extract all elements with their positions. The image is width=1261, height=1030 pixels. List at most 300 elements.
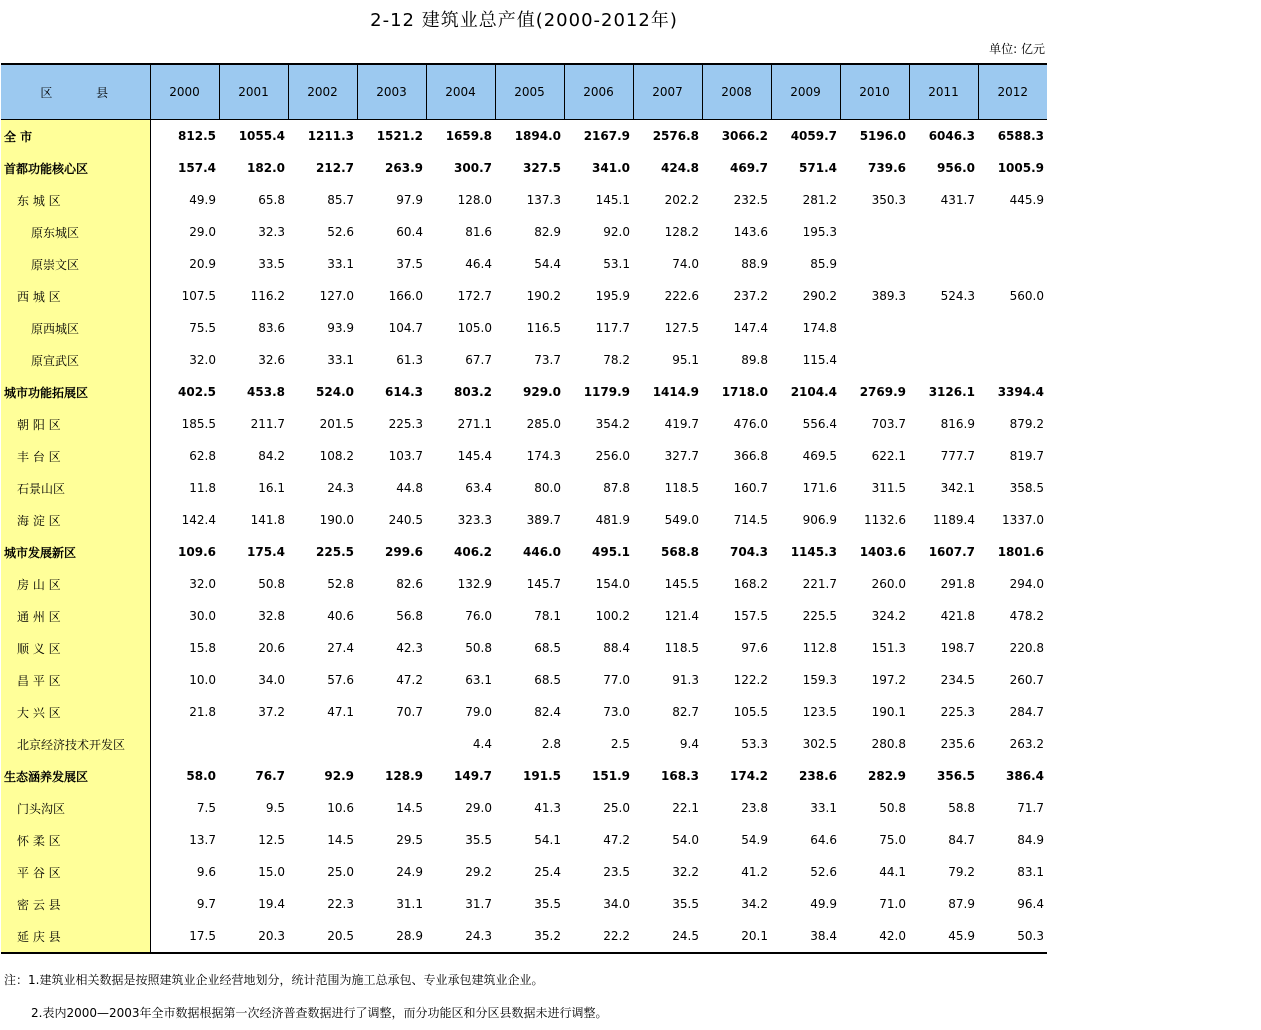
value-cell: 197.2 [871,673,906,687]
value-cell: 78.1 [534,609,561,623]
region-name: 东 城 区 [1,184,150,216]
value-cell: 76.0 [465,609,492,623]
table-row [1,856,1047,888]
header-year: 2007 [633,64,702,120]
value-cell: 211.7 [250,417,285,431]
page-title: 2-12 建筑业总产值(2000-2012年) [370,10,678,31]
header-region: 区 县 [1,64,150,120]
value-cell: 366.8 [733,449,768,463]
value-cell: 65.8 [258,193,285,207]
value-cell: 356.5 [937,769,975,783]
value-cell: 2.8 [541,737,561,751]
value-cell: 714.5 [733,513,768,527]
table-row [1,600,1047,632]
value-cell: 556.4 [802,417,837,431]
value-cell: 25.0 [603,801,630,815]
value-cell: 299.6 [385,545,423,559]
value-cell: 85.7 [327,193,354,207]
value-cell: 284.7 [1009,705,1044,719]
value-cell: 195.9 [595,289,630,303]
value-cell: 41.3 [534,801,561,815]
value-cell: 68.5 [534,641,561,655]
value-cell: 280.8 [871,737,906,751]
table-row [1,344,1047,376]
value-cell: 118.5 [664,481,699,495]
value-cell: 421.8 [940,609,975,623]
value-cell: 25.4 [534,865,561,879]
value-cell: 37.2 [258,705,285,719]
value-cell: 79.2 [948,865,975,879]
value-cell: 154.0 [595,577,630,591]
value-cell: 85.9 [810,257,837,271]
table-row [1,920,1047,953]
value-cell: 34.2 [741,897,768,911]
value-cell: 68.5 [534,673,561,687]
value-cell: 10.0 [189,673,216,687]
value-cell: 123.5 [802,705,837,719]
region-name: 怀 柔 区 [1,824,150,856]
region-name: 原东城区 [1,216,150,248]
value-cell: 15.0 [258,865,285,879]
value-cell: 1179.9 [583,385,630,399]
value-cell: 232.5 [733,193,768,207]
value-cell: 23.5 [603,865,630,879]
table-row [1,728,1047,760]
value-cell: 1005.9 [997,161,1044,175]
header-year: 2012 [978,64,1047,120]
value-cell: 324.2 [871,609,906,623]
value-cell: 27.4 [327,641,354,655]
header-year: 2002 [288,64,357,120]
value-cell: 52.6 [810,865,837,879]
value-cell: 49.9 [810,897,837,911]
value-cell: 44.1 [879,865,906,879]
value-cell: 63.4 [465,481,492,495]
value-cell [150,728,219,760]
value-cell: 166.0 [388,289,423,303]
region-name: 生态涵养发展区 [1,760,150,792]
value-cell: 24.9 [396,865,423,879]
value-cell [909,312,978,344]
value-cell: 20.3 [219,920,288,953]
value-cell: 147.4 [733,321,768,335]
value-cell: 73.0 [603,705,630,719]
value-cell: 311.5 [871,481,906,495]
value-cell [978,216,1047,248]
table-row [1,152,1047,184]
value-cell: 70.7 [396,705,423,719]
value-cell: 469.5 [802,449,837,463]
value-cell: 168.3 [661,769,699,783]
value-cell: 812.5 [178,129,216,143]
value-cell: 29.0 [189,225,216,239]
value-cell: 52.8 [327,577,354,591]
value-cell: 571.4 [799,161,837,175]
value-cell: 190.1 [871,705,906,719]
value-cell: 2167.9 [583,129,630,143]
table-row [1,824,1047,856]
value-cell: 20.1 [702,920,771,953]
value-cell [840,248,909,280]
value-cell: 34.0 [258,673,285,687]
value-cell: 132.9 [457,577,492,591]
value-cell: 524.3 [940,289,975,303]
value-cell: 143.6 [733,225,768,239]
value-cell: 285.0 [526,417,561,431]
value-cell: 35.5 [672,897,699,911]
region-name: 原西城区 [1,312,150,344]
region-name: 大 兴 区 [1,696,150,728]
value-cell: 44.8 [396,481,423,495]
value-cell: 9.5 [265,801,285,815]
value-cell: 54.9 [741,833,768,847]
value-cell: 190.2 [526,289,561,303]
value-cell: 419.7 [664,417,699,431]
value-cell: 80.0 [534,481,561,495]
value-cell: 20.5 [288,920,357,953]
value-cell: 40.6 [327,609,354,623]
table-row [1,184,1047,216]
value-cell: 445.9 [1009,193,1044,207]
value-cell: 1894.0 [514,129,561,143]
table-row [1,888,1047,920]
value-cell: 60.4 [396,225,423,239]
value-cell: 342.1 [940,481,975,495]
table-row [1,280,1047,312]
value-cell: 32.0 [189,577,216,591]
value-cell: 137.3 [526,193,561,207]
value-cell: 212.7 [316,161,354,175]
value-cell: 31.7 [465,897,492,911]
value-cell: 5196.0 [859,129,906,143]
value-cell: 82.9 [534,225,561,239]
value-cell: 103.7 [388,449,423,463]
region-name: 密 云 县 [1,888,150,920]
header-year: 2009 [771,64,840,120]
value-cell: 54.0 [672,833,699,847]
value-cell: 174.8 [802,321,837,335]
value-cell: 171.6 [802,481,837,495]
value-cell: 6046.3 [928,129,975,143]
value-cell [840,344,909,376]
value-cell [219,728,288,760]
region-name: 房 山 区 [1,568,150,600]
header-year: 2006 [564,64,633,120]
value-cell: 1055.4 [238,129,285,143]
value-cell: 88.9 [741,257,768,271]
value-cell: 172.7 [457,289,492,303]
value-cell: 47.2 [396,673,423,687]
value-cell: 446.0 [523,545,561,559]
value-cell: 47.2 [603,833,630,847]
value-cell: 21.8 [189,705,216,719]
value-cell: 149.7 [454,769,492,783]
value-cell: 1521.2 [376,129,423,143]
value-cell: 7.5 [196,801,216,815]
value-cell: 263.2 [1009,737,1044,751]
value-cell: 260.7 [1009,673,1044,687]
value-cell: 160.7 [733,481,768,495]
value-cell: 11.8 [189,481,216,495]
value-cell: 191.5 [523,769,561,783]
value-cell: 83.6 [258,321,285,335]
table-row [1,440,1047,472]
value-cell: 47.1 [327,705,354,719]
value-cell: 45.9 [909,920,978,953]
header-year: 2003 [357,64,426,120]
value-cell: 92.9 [324,769,354,783]
value-cell: 115.4 [802,353,837,367]
value-cell: 116.2 [250,289,285,303]
region-name: 门头沟区 [1,792,150,824]
value-cell: 82.4 [534,705,561,719]
value-cell: 50.8 [465,641,492,655]
value-cell: 84.9 [1017,833,1044,847]
value-cell: 33.1 [810,801,837,815]
region-name: 朝 阳 区 [1,408,150,440]
table-row [1,664,1047,696]
value-cell: 49.9 [189,193,216,207]
value-cell: 75.0 [879,833,906,847]
value-cell: 23.8 [741,801,768,815]
value-cell: 100.2 [595,609,630,623]
value-cell [978,248,1047,280]
value-cell: 105.0 [457,321,492,335]
region-name: 海 淀 区 [1,504,150,536]
value-cell [357,728,426,760]
value-cell: 29.0 [465,801,492,815]
data-table [1,63,1047,954]
value-cell: 157.4 [178,161,216,175]
value-cell: 79.0 [465,705,492,719]
value-cell: 14.5 [327,833,354,847]
value-cell: 107.5 [181,289,216,303]
value-cell: 341.0 [592,161,630,175]
value-cell: 3126.1 [928,385,975,399]
region-name: 顺 义 区 [1,632,150,664]
value-cell: 19.4 [258,897,285,911]
header-year: 2004 [426,64,495,120]
value-cell: 28.9 [357,920,426,953]
value-cell: 3066.2 [721,129,768,143]
value-cell: 77.0 [603,673,630,687]
header-year: 2001 [219,64,288,120]
region-name: 原宣武区 [1,344,150,376]
value-cell: 58.0 [186,769,216,783]
value-cell: 128.9 [385,769,423,783]
value-cell: 73.7 [534,353,561,367]
value-cell: 402.5 [178,385,216,399]
value-cell: 9.6 [196,865,216,879]
header-year: 2008 [702,64,771,120]
value-cell: 263.9 [385,161,423,175]
value-cell: 50.8 [258,577,285,591]
value-cell: 38.4 [771,920,840,953]
value-cell: 145.1 [595,193,630,207]
value-cell: 237.2 [733,289,768,303]
value-cell: 88.4 [603,641,630,655]
value-cell: 185.5 [181,417,216,431]
value-cell: 61.3 [396,353,423,367]
value-cell: 389.7 [526,513,561,527]
value-cell: 225.3 [940,705,975,719]
value-cell: 220.8 [1009,641,1044,655]
region-name: 延 庆 县 [1,920,150,953]
table-row [1,696,1047,728]
value-cell: 201.5 [319,417,354,431]
value-cell: 35.5 [465,833,492,847]
value-cell: 300.7 [454,161,492,175]
value-cell: 198.7 [940,641,975,655]
value-cell: 118.5 [664,641,699,655]
value-cell: 15.8 [189,641,216,655]
value-cell: 24.5 [633,920,702,953]
value-cell: 190.0 [319,513,354,527]
value-cell: 495.1 [592,545,630,559]
value-cell: 122.2 [733,673,768,687]
value-cell: 33.1 [327,257,354,271]
value-cell: 568.8 [661,545,699,559]
value-cell: 42.3 [396,641,423,655]
value-cell: 141.8 [250,513,285,527]
value-cell: 41.2 [741,865,768,879]
value-cell: 35.5 [534,897,561,911]
value-cell: 33.5 [258,257,285,271]
value-cell: 386.4 [1006,769,1044,783]
value-cell: 221.7 [802,577,837,591]
value-cell: 63.1 [465,673,492,687]
value-cell: 622.1 [871,449,906,463]
value-cell: 31.1 [396,897,423,911]
value-cell: 453.8 [247,385,285,399]
value-cell: 52.6 [327,225,354,239]
value-cell: 291.8 [940,577,975,591]
region-name: 平 谷 区 [1,856,150,888]
value-cell [840,216,909,248]
value-cell: 358.5 [1009,481,1044,495]
value-cell: 29.5 [396,833,423,847]
value-cell: 260.0 [871,577,906,591]
value-cell: 476.0 [733,417,768,431]
value-cell: 87.9 [948,897,975,911]
value-cell: 9.4 [679,737,699,751]
value-cell: 350.3 [871,193,906,207]
region-name: 西 城 区 [1,280,150,312]
value-cell: 302.5 [802,737,837,751]
value-cell: 82.7 [672,705,699,719]
value-cell: 1189.4 [933,513,975,527]
value-cell: 16.1 [258,481,285,495]
region-name: 原崇文区 [1,248,150,280]
value-cell: 151.9 [592,769,630,783]
value-cell: 271.1 [457,417,492,431]
value-cell: 777.7 [940,449,975,463]
value-cell: 17.5 [150,920,219,953]
value-cell: 469.7 [730,161,768,175]
value-cell: 145.5 [664,577,699,591]
value-cell: 294.0 [1009,577,1044,591]
region-name: 全 市 [1,120,150,153]
value-cell: 57.6 [327,673,354,687]
value-cell: 703.7 [871,417,906,431]
value-cell: 235.6 [940,737,975,751]
value-cell: 93.9 [327,321,354,335]
value-cell: 906.9 [802,513,837,527]
value-cell: 81.6 [465,225,492,239]
value-cell: 34.0 [603,897,630,911]
value-cell: 168.2 [733,577,768,591]
region-name: 丰 台 区 [1,440,150,472]
header-year: 2000 [150,64,219,120]
value-cell: 54.4 [534,257,561,271]
value-cell: 481.9 [595,513,630,527]
value-cell: 32.2 [672,865,699,879]
value-cell: 1659.8 [445,129,492,143]
value-cell: 145.4 [457,449,492,463]
value-cell [909,344,978,376]
value-cell: 1145.3 [790,545,837,559]
value-cell: 76.7 [255,769,285,783]
value-cell: 33.1 [327,353,354,367]
table-row [1,760,1047,792]
note-2: 2.表内2000—2003年全市数据根据第一次经济普查数据进行了调整，而分功能区和分区县数据未进行调整。 [31,1006,608,1020]
value-cell: 32.8 [258,609,285,623]
value-cell: 1132.6 [864,513,906,527]
value-cell: 84.2 [258,449,285,463]
unit-label: 单位: 亿元 [989,42,1045,56]
value-cell: 739.6 [868,161,906,175]
value-cell: 389.3 [871,289,906,303]
value-cell: 92.0 [603,225,630,239]
value-cell: 1403.6 [859,545,906,559]
value-cell: 97.6 [741,641,768,655]
value-cell: 20.9 [189,257,216,271]
value-cell: 281.2 [802,193,837,207]
value-cell: 74.0 [672,257,699,271]
value-cell: 105.5 [733,705,768,719]
value-cell [909,248,978,280]
table-row [1,504,1047,536]
region-name: 昌 平 区 [1,664,150,696]
header-year: 2010 [840,64,909,120]
value-cell: 13.7 [189,833,216,847]
value-cell: 128.0 [457,193,492,207]
value-cell: 819.7 [1009,449,1044,463]
region-name: 城市功能拓展区 [1,376,150,408]
value-cell: 175.4 [247,545,285,559]
value-cell: 22.3 [327,897,354,911]
value-cell: 182.0 [247,161,285,175]
table-row [1,472,1047,504]
value-cell: 22.2 [564,920,633,953]
value-cell: 431.7 [940,193,975,207]
value-cell [288,728,357,760]
value-cell: 20.6 [258,641,285,655]
table-row [1,568,1047,600]
value-cell: 424.8 [661,161,699,175]
value-cell: 116.5 [526,321,561,335]
value-cell: 50.3 [978,920,1047,953]
table-row [1,216,1047,248]
region-name: 通 州 区 [1,600,150,632]
value-cell: 478.2 [1009,609,1044,623]
value-cell: 256.0 [595,449,630,463]
value-cell: 2769.9 [859,385,906,399]
value-cell: 1414.9 [652,385,699,399]
value-cell: 32.6 [258,353,285,367]
value-cell: 614.3 [385,385,423,399]
value-cell: 290.2 [802,289,837,303]
